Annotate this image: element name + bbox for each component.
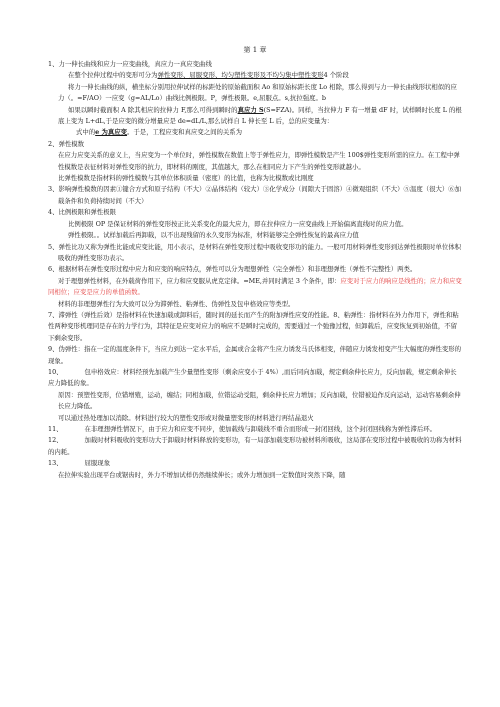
section-13-heading: 13、 屈服现象	[48, 459, 111, 468]
section-1-para-4: 式中的e 为真应变。于是，工程应变和真应变之间的关系为	[76, 128, 243, 137]
section-7-8: 7、滞弹性（弹性后效）是指材料在快速加载或卸料后，随时间的延长而产生的附加弹性应变的性能。8、粘弹性：指材料在外力作用下，弹性和粘性两种变形机理同是存在的力学行为，其特征是应变对应力的响应不是瞬时完成的，需要通过一个弛豫过程，但卸载后，应变恢复到初始值，不留下剩余变形。	[48, 310, 459, 342]
section-3: 3、影响弹性模数的因素①键合方式和原子结构（不大）②晶体结构（较大）③化学成分（间隙大于固溶）④微观组织（不大）⑤温度（很大）⑥加载条件和负荷持续时间（不大）	[48, 185, 462, 205]
section-12: 12、 加载时材料吸收的变形功大于卸载时材料释放的变形功，有一局部加载变形功被材料所吸收，这局部在变形过程中被吸收的功称为材料的内耗。	[48, 436, 462, 456]
section-2-para-2: 比弹性模数是指材料的弹性模数与其单位体积质量（密度）的比值，也称为比模数或比刚度	[58, 174, 314, 183]
section-4-para-1: 比例极限 OP 是保证材料的弹性变形按正比关系变化的最大应力，即在拉伸应力一应变曲线上开始偏离直线时的应力值。	[68, 219, 408, 228]
section-11: 11、 在非理想弹性情况下，由于应力和应变不同步，使加载线与卸载线不重合而形成一封闭回线，这个封闭回线称为弹性滞后环。	[48, 425, 437, 433]
section-13-para-1: 在拉伸实验出现平台或锯齿时，外力不增加试样仍然继续伸长；或外力增加到一定数值时突然下降，随	[58, 470, 346, 479]
section-5: 5、弹性比功又称为弹性比能或应变比能，用小表示，是材料在弹性变形过程中吸收变形功的能力。一般可用材料弹性变形到达弹性极限时单位体积吸收的弹性变形功表示。	[48, 242, 462, 262]
section-1-para-1: 在整个拉伸过程中的变形可分为弹性变形、屈服变形、均匀塑性变形及不均匀集中塑性变形4 个阶段	[68, 71, 349, 80]
section-2-para-1: 在应力应变关系的意义上，当应变为一个单位时，弹性模数在数值上等于弹性应力，即弹性模数是产生 100$弹性变形所需的应力。在工程中弹性模数是表征材料对弹性变形的抗力，即材料的刚度，其值越大，那么在相同应力下产生的弹性变形就越小。	[58, 151, 460, 171]
red-note: 应变对于应力的响应是线性的；应力和应变同相位；应变是应力的单值函数。	[48, 276, 462, 297]
section-2-heading: 2、弹性模数	[48, 139, 85, 148]
section-10: 10、 包申格效应：材料经预先加载产生少量塑性变形（剩余应变小于 4%）,而后同向加载，规定剩余伸长应力，反向加载，规定剩余伸长应力降低的象。	[48, 367, 457, 388]
section-1-para-2: 将力一伸长曲线的纵，横坐标分别用拉伸试样的标距处的原始截面积 Ao 和原始标距长度 Lo 相除，那么得到与力一伸长曲线形状相似的应力（。=F/AO）一应变（g=AL/Lo）曲线比例极限。P，弹性极限。e,屈服点。s,抗拉强度。b	[58, 82, 457, 103]
section-6-para-2: 材料的非理想弹性行为大致可以分为滞弹性、粘弹性、伪弹性及包申格效应等类型。	[58, 299, 295, 308]
section-6: 6、根据材料在弹性变形过程中应力和应变的响应特点，弹性可以分为理想弹性（完全弹性）和非理想弹性（弹性不完整性）两类。	[48, 265, 417, 274]
section-4-para-2: 弹性极限。。试样加载后再卸载，以不出现残留的永久变形为标准，材料能够完全弹性恢复的最高应力值	[68, 231, 359, 240]
chapter-title: 第 1 章	[243, 46, 267, 54]
section-9: 9、伪弹性：指在一定的温度条件下，当应力到达一定水平后，金属或合金将产生应力诱发马氏体相变，伴随应力诱发相变产生大幅度的弹性变形的现象。	[48, 345, 462, 365]
section-6-para-1: 对于理想弹性材料，在外载荷作用下，应力和应变服从虎克定律。=ME,并同时满足 3 个条件，即：应变对于应力的响应是线性的；应力和应变同相位；应变是应力的单值函数。	[48, 276, 462, 297]
section-1-para-3: 如果以瞬时截面积 A 除其相应的拉伸力 F,那么可得到瞬时的真应力 S(S=FZA)。同样，当拉伸力 F 有一增量 dF 时，试样瞬时长度 L 的根底上变为 L+dL,于是应变的微分增量应是 de=dL/L,那么试样自 L 伸长至 L 后，总的应变量为：	[58, 105, 462, 126]
section-10-para-2: 可以通过热处理加以消除。材料进行较大的塑性变形或对微量塑变形的材料进行再结晶退火	[58, 413, 314, 422]
section-1-heading: 1、力一伸长曲线和应力一应变曲线，真应力一真应变曲线	[48, 60, 212, 68]
section-10-para-1: 原因：预塑性变形，位错增殖，运动，缠结；同相加载，位错运动受阻，剩余伸长应力增加；反向加载，位错被迫作反向运动，运动容易剩余伸长应力降低。	[58, 390, 461, 411]
section-4-heading: 4、比例极限和弹性极限	[48, 208, 116, 217]
